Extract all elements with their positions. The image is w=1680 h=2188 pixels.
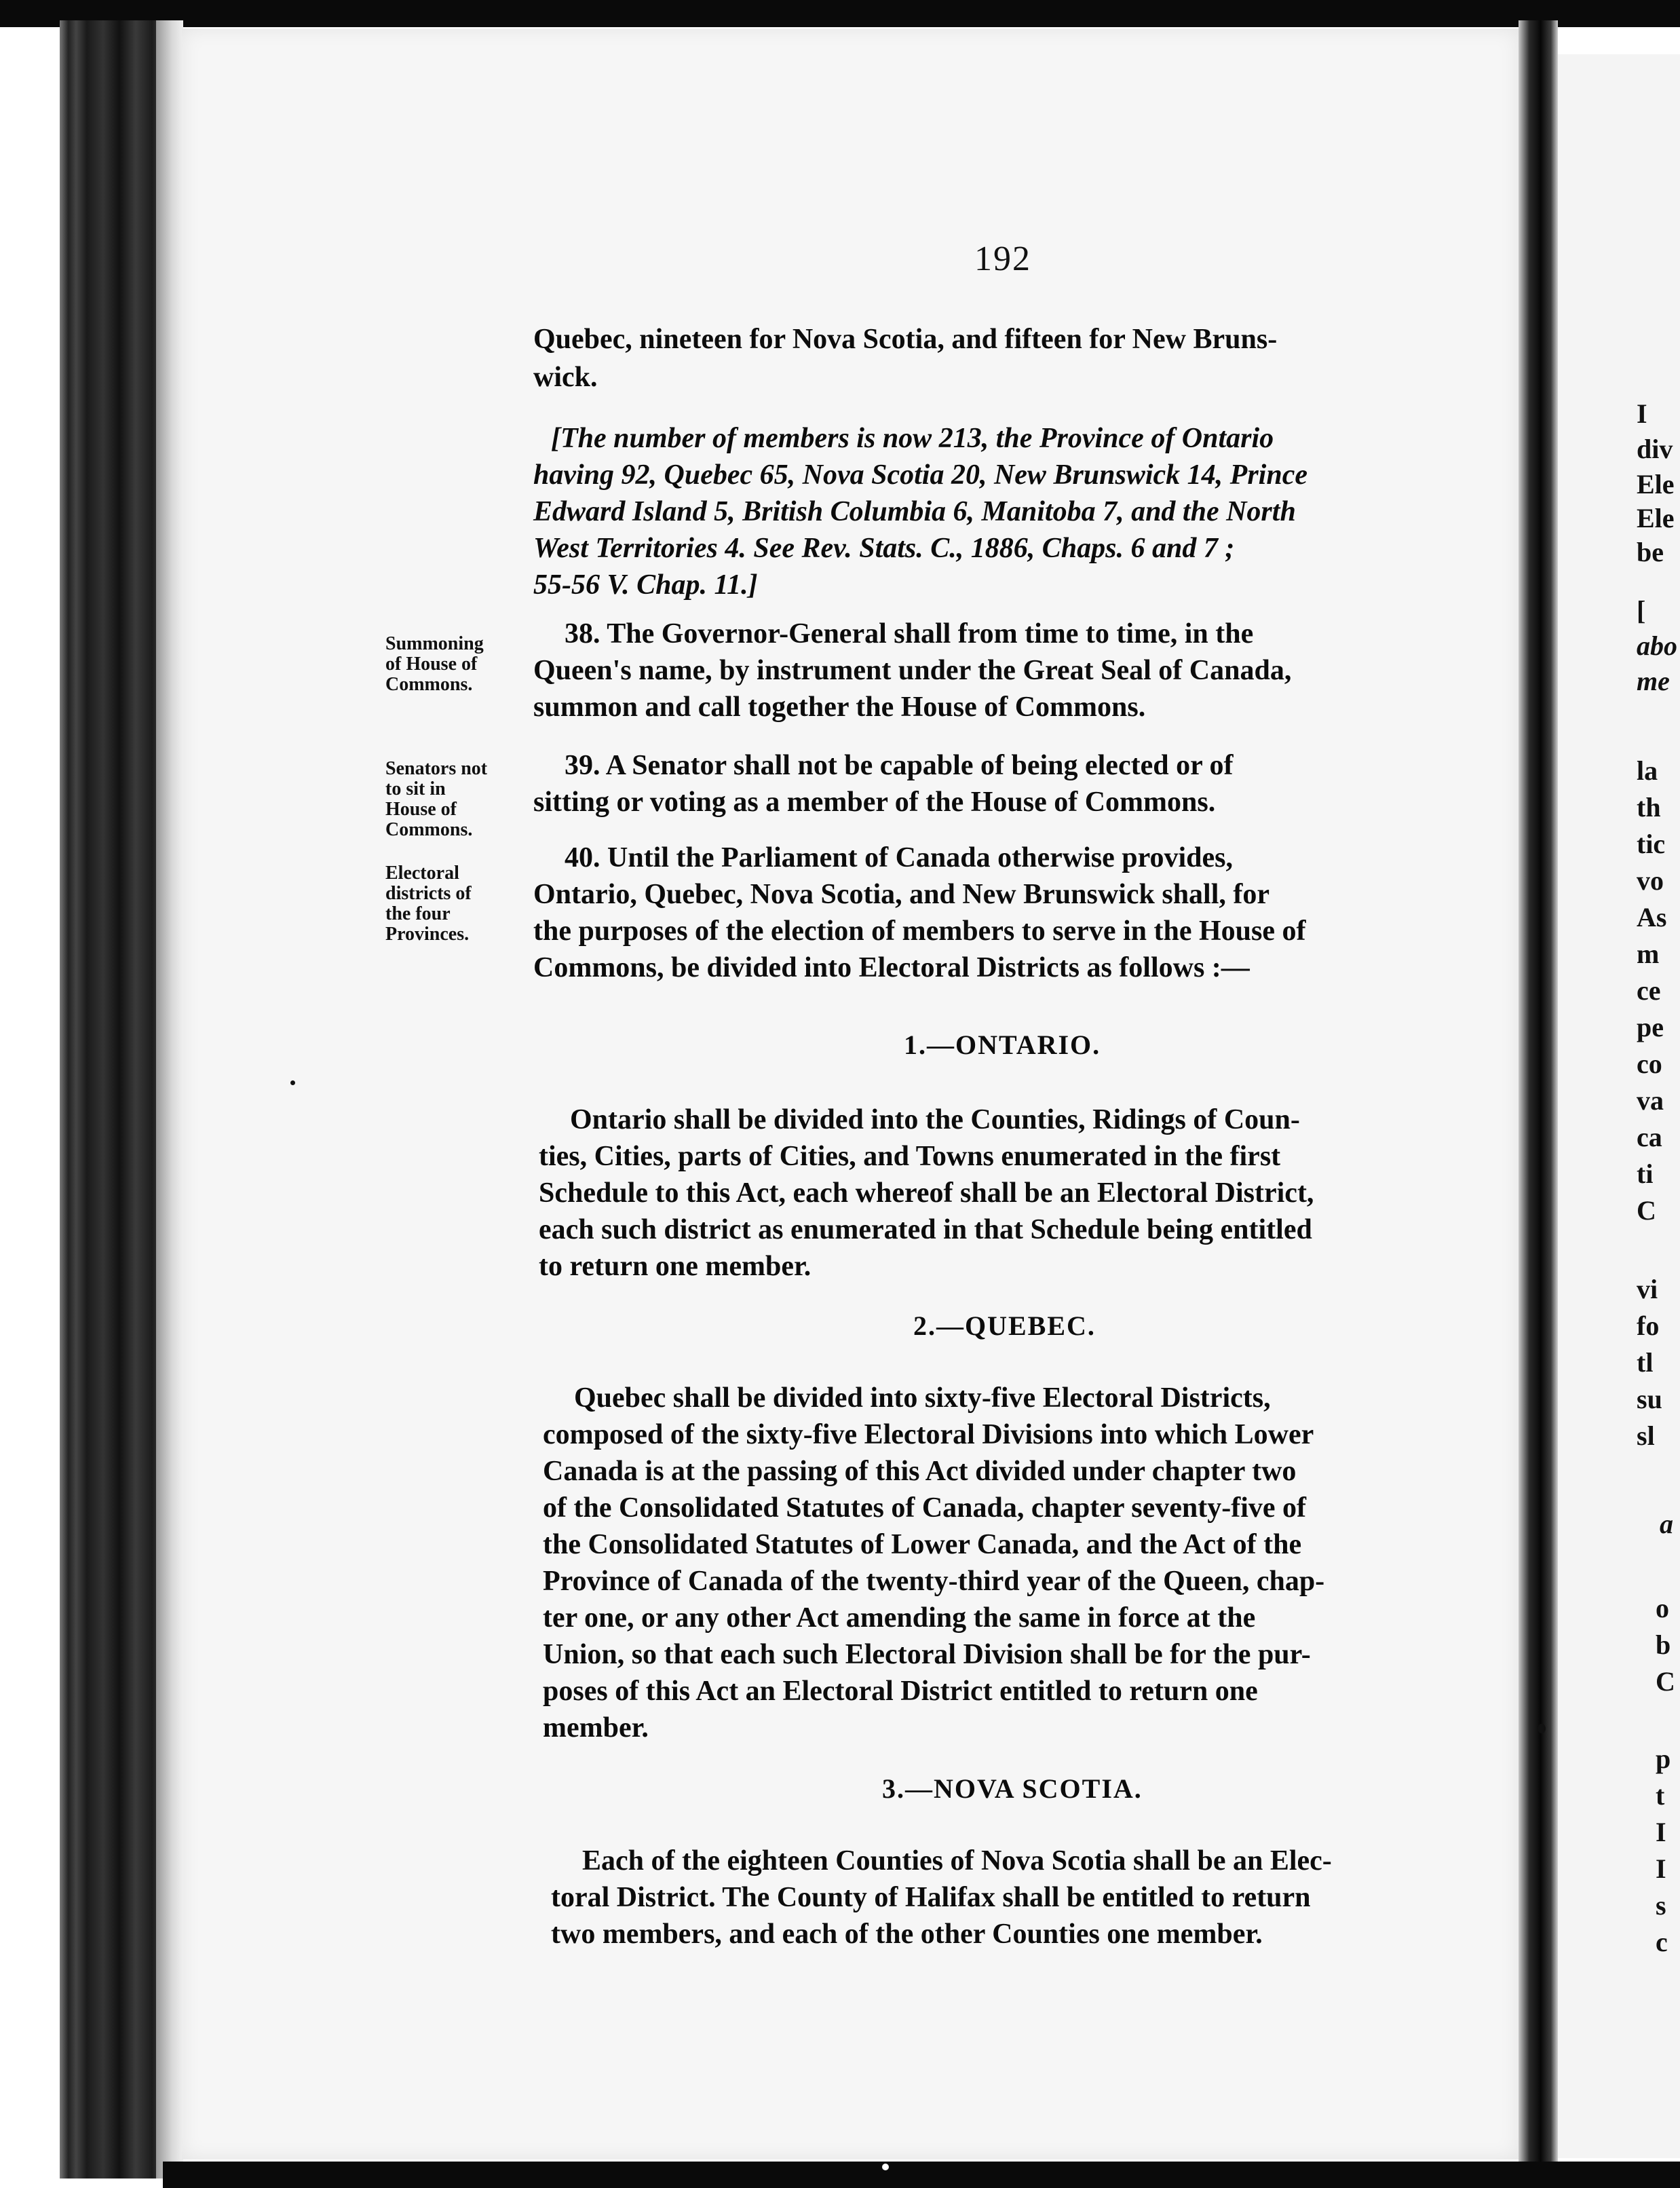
margin-note-line: Senators not <box>385 758 488 779</box>
ontario-line: Ontario shall be divided into the Counties, Ridings of Coun- <box>570 1104 1300 1135</box>
facing-page-fragment: th <box>1637 792 1661 823</box>
facing-page-fragment: c <box>1656 1927 1668 1957</box>
facing-page-fragment: div <box>1637 434 1673 464</box>
facing-page-fragment: tl <box>1637 1347 1654 1378</box>
page-gutter <box>1519 20 1540 2172</box>
section-40-line: the purposes of the election of members to serve in the House of <box>533 916 1306 947</box>
facing-page-fragment: s <box>1656 1890 1666 1921</box>
quebec-line: Canada is at the passing of this Act divided under chapter two <box>543 1456 1297 1487</box>
facing-page-fragment: C <box>1656 1666 1675 1697</box>
facing-page-fragment: o <box>1656 1593 1669 1623</box>
facing-page-fragment: va <box>1637 1085 1664 1116</box>
nova-scotia-line: toral District. The County of Halifax shall be entitled to return <box>551 1882 1311 1913</box>
text-line: Quebec, nineteen for Nova Scotia, and fifteen for New Bruns- <box>533 324 1278 355</box>
facing-page-fragment: me <box>1637 666 1670 696</box>
heading-quebec: 2.—QUEBEC. <box>913 1310 1096 1341</box>
margin-note-electoral-districts <box>385 863 472 945</box>
quebec-line: Province of Canada of the twenty-third year of the Queen, chap- <box>543 1566 1325 1597</box>
quebec-line: member. <box>543 1712 649 1743</box>
margin-note-line: Summoning <box>385 633 484 654</box>
facing-page-fragment: t <box>1656 1780 1665 1811</box>
section-38-line: Queen's name, by instrument under the Great Seal of Canada, <box>533 655 1292 686</box>
facing-page-fragment: vi <box>1637 1274 1658 1304</box>
quebec-line: poses of this Act an Electoral District entitled to return one <box>543 1676 1258 1707</box>
section-38-line: summon and call together the House of Commons. <box>533 692 1146 723</box>
facing-page-fragment: co <box>1637 1049 1662 1079</box>
facing-page-fragment: ti <box>1637 1158 1654 1189</box>
facing-page-fragment: a <box>1660 1509 1673 1539</box>
facing-page-gutter <box>1540 20 1558 2172</box>
margin-note-line: Electoral <box>385 863 459 884</box>
scan-border-bottom <box>163 2162 1680 2188</box>
section-39-line: sitting or voting as a member of the House of Commons. <box>533 787 1216 818</box>
book-spine <box>60 20 168 2178</box>
facing-page-fragment: ca <box>1637 1122 1662 1152</box>
facing-page-fragment: I <box>1656 1853 1666 1884</box>
page-stack-edge <box>156 20 183 2178</box>
scan-speck <box>882 2164 889 2170</box>
section-38-line: 38. The Governor-General shall from time to time, in the <box>565 618 1254 649</box>
margin-note-line: of House of <box>385 654 478 675</box>
margin-note-line: districts of <box>385 883 472 904</box>
quebec-line: Union, so that each such Electoral Division shall be for the pur- <box>543 1639 1311 1670</box>
text-line: wick. <box>533 362 598 393</box>
margin-note-line: the four <box>385 903 451 924</box>
quebec-line: ter one, or any other Act amending the same in force at the <box>543 1602 1256 1634</box>
facing-page-fragment: abo <box>1637 630 1677 661</box>
facing-page-fragment: C <box>1637 1195 1656 1226</box>
section-40-line: 40. Until the Parliament of Canada otherwise provides, <box>565 842 1234 873</box>
facing-page-fragment: p <box>1656 1743 1671 1774</box>
margin-note-summoning <box>385 634 484 695</box>
facing-page-fragment: I <box>1637 398 1647 429</box>
editorial-note-line: Edward Island 5, British Columbia 6, Manitoba 7, and the North <box>533 496 1296 527</box>
margin-note-line: Commons. <box>385 674 473 695</box>
editorial-note-line: 55-56 V. Chap. 11.] <box>533 569 758 601</box>
ontario-line: each such district as enumerated in that Schedule being entitled <box>539 1214 1312 1245</box>
section-39-line: 39. A Senator shall not be capable of being elected or of <box>565 750 1234 781</box>
quebec-line: Quebec shall be divided into sixty-five Electoral Districts, <box>574 1382 1271 1414</box>
section-40-line: Commons, be divided into Electoral Districts as follows :— <box>533 952 1250 983</box>
quebec-line: of the Consolidated Statutes of Canada, chapter seventy-five of <box>543 1492 1306 1524</box>
page-number: 192 <box>974 240 1031 278</box>
facing-page-fragment: Ele <box>1637 469 1675 499</box>
heading-nova-scotia: 3.—NOVA SCOTIA. <box>882 1773 1143 1804</box>
facing-page-fragment: vo <box>1637 865 1664 896</box>
margin-note-line: to sit in <box>385 778 446 799</box>
editorial-note-line: [The number of members is now 213, the Province of Ontario <box>551 423 1274 454</box>
facing-page-fragment: Ele <box>1637 503 1675 533</box>
margin-note-senators <box>385 759 487 840</box>
section-40-line: Ontario, Quebec, Nova Scotia, and New Brunswick shall, for <box>533 879 1270 910</box>
editorial-note-line: having 92, Quebec 65, Nova Scotia 20, New Brunswick 14, Prince <box>533 459 1307 491</box>
scan-speck <box>290 1080 295 1085</box>
facing-page-fragment: be <box>1637 537 1664 567</box>
margin-note-line: Commons. <box>385 819 473 840</box>
facing-page-fragment: pe <box>1637 1012 1664 1042</box>
nova-scotia-line: Each of the eighteen Counties of Nova Scotia shall be an Elec- <box>582 1845 1332 1876</box>
ontario-line: ties, Cities, parts of Cities, and Towns enumerated in the first <box>539 1141 1281 1172</box>
ontario-line: to return one member. <box>539 1251 812 1282</box>
facing-page-fragment: su <box>1637 1384 1662 1414</box>
quebec-line: the Consolidated Statutes of Lower Canada, and the Act of the <box>543 1529 1302 1560</box>
facing-page-fragment: ce <box>1637 975 1661 1006</box>
facing-page-fragment: As <box>1637 902 1667 932</box>
ontario-line: Schedule to this Act, each whereof shall be an Electoral District, <box>539 1177 1314 1209</box>
facing-page-fragment: [ <box>1637 595 1646 626</box>
scan-border-top <box>0 0 1680 27</box>
facing-page-fragment: fo <box>1637 1310 1660 1341</box>
margin-note-line: Provinces. <box>385 924 470 945</box>
facing-page-fragment: la <box>1637 755 1658 786</box>
nova-scotia-line: two members, and each of the other Counties one member. <box>551 1919 1263 1950</box>
scan-speck <box>1538 1724 1546 1733</box>
quebec-line: composed of the sixty-five Electoral Divisions into which Lower <box>543 1419 1314 1450</box>
facing-page-fragment: b <box>1656 1629 1671 1660</box>
heading-ontario: 1.—ONTARIO. <box>904 1030 1101 1060</box>
margin-note-line: House of <box>385 799 457 820</box>
facing-page-fragment: m <box>1637 939 1660 969</box>
facing-page-fragment: tic <box>1637 829 1666 859</box>
editorial-note-line: West Territories 4. See Rev. Stats. C., 1886, Chaps. 6 and 7 ; <box>533 533 1235 564</box>
facing-page-fragment: I <box>1656 1817 1666 1847</box>
facing-page-fragment: sl <box>1637 1420 1655 1451</box>
